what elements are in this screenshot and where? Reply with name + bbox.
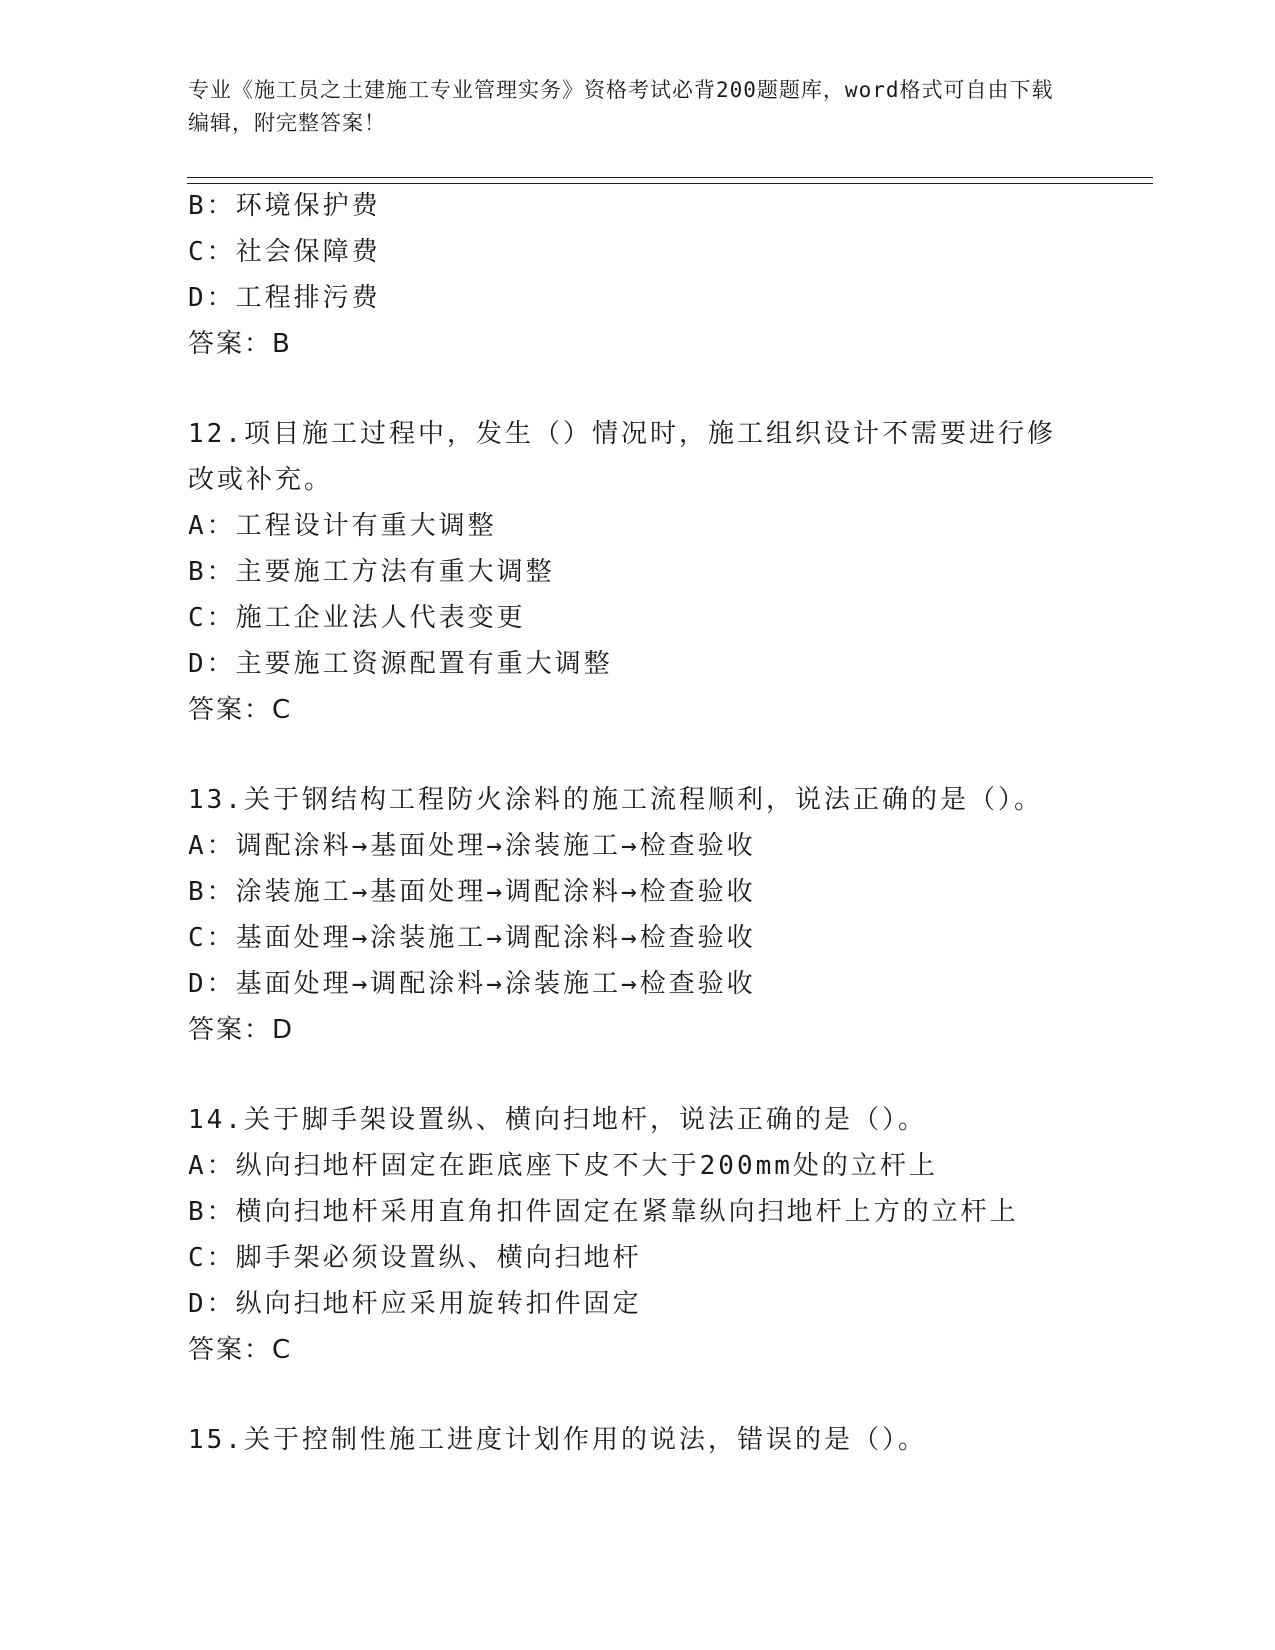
option-b: B：涂装施工→基面处理→调配涂料→检查验收 (188, 877, 756, 907)
option-d: D：工程排污费 (188, 283, 381, 313)
question-stem: 12.项目施工过程中，发生（）情况时，施工组织设计不需要进行修改或补充。 (188, 419, 1056, 495)
option-b: B：主要施工方法有重大调整 (188, 557, 555, 587)
option-c: C：基面处理→涂装施工→调配涂料→检查验收 (188, 923, 756, 953)
option-c: C：脚手架必须设置纵、横向扫地杆 (188, 1243, 642, 1273)
option-b: B：环境保护费 (188, 191, 381, 221)
question-stem: 13.关于钢结构工程防火涂料的施工流程顺利，说法正确的是（）。 (188, 785, 1043, 815)
option-c: C：施工企业法人代表变更 (188, 603, 526, 633)
option-d: D：基面处理→调配涂料→涂装施工→检查验收 (188, 969, 756, 999)
question-stem: 15.关于控制性施工进度计划作用的说法，错误的是（）。 (188, 1425, 927, 1455)
option-a: A：纵向扫地杆固定在距底座下皮不大于200mm处的立杆上 (188, 1151, 938, 1181)
header-rule-top (187, 177, 1153, 178)
question-stem: 14.关于脚手架设置纵、横向扫地杆，说法正确的是（）。 (188, 1105, 927, 1135)
question-14 (188, 1097, 1088, 1373)
option-c: C：社会保障费 (188, 237, 381, 267)
question-13 (188, 777, 1088, 1053)
answer-line: 答案：C (188, 695, 293, 725)
document-header (188, 74, 1068, 140)
option-a: A：调配涂料→基面处理→涂装施工→检查验收 (188, 831, 756, 861)
question-list (188, 183, 1088, 1463)
option-d: D：纵向扫地杆应采用旋转扣件固定 (188, 1289, 642, 1319)
option-a: A：工程设计有重大调整 (188, 511, 497, 541)
answer-line: 答案：C (188, 1335, 293, 1365)
question-11-continued (188, 183, 1088, 367)
header-title: 专业《施工员之土建施工专业管理实务》资格考试必背200题题库，word格式可自由下载编辑，附完整答案！ (188, 78, 1054, 135)
answer-line: 答案：D (188, 1015, 295, 1045)
question-12 (188, 411, 1088, 733)
option-b: B：横向扫地杆采用直角扣件固定在紧靠纵向扫地杆上方的立杆上 (188, 1197, 1019, 1227)
question-15 (188, 1417, 1088, 1463)
answer-line: 答案：B (188, 329, 292, 359)
option-d: D：主要施工资源配置有重大调整 (188, 649, 613, 679)
